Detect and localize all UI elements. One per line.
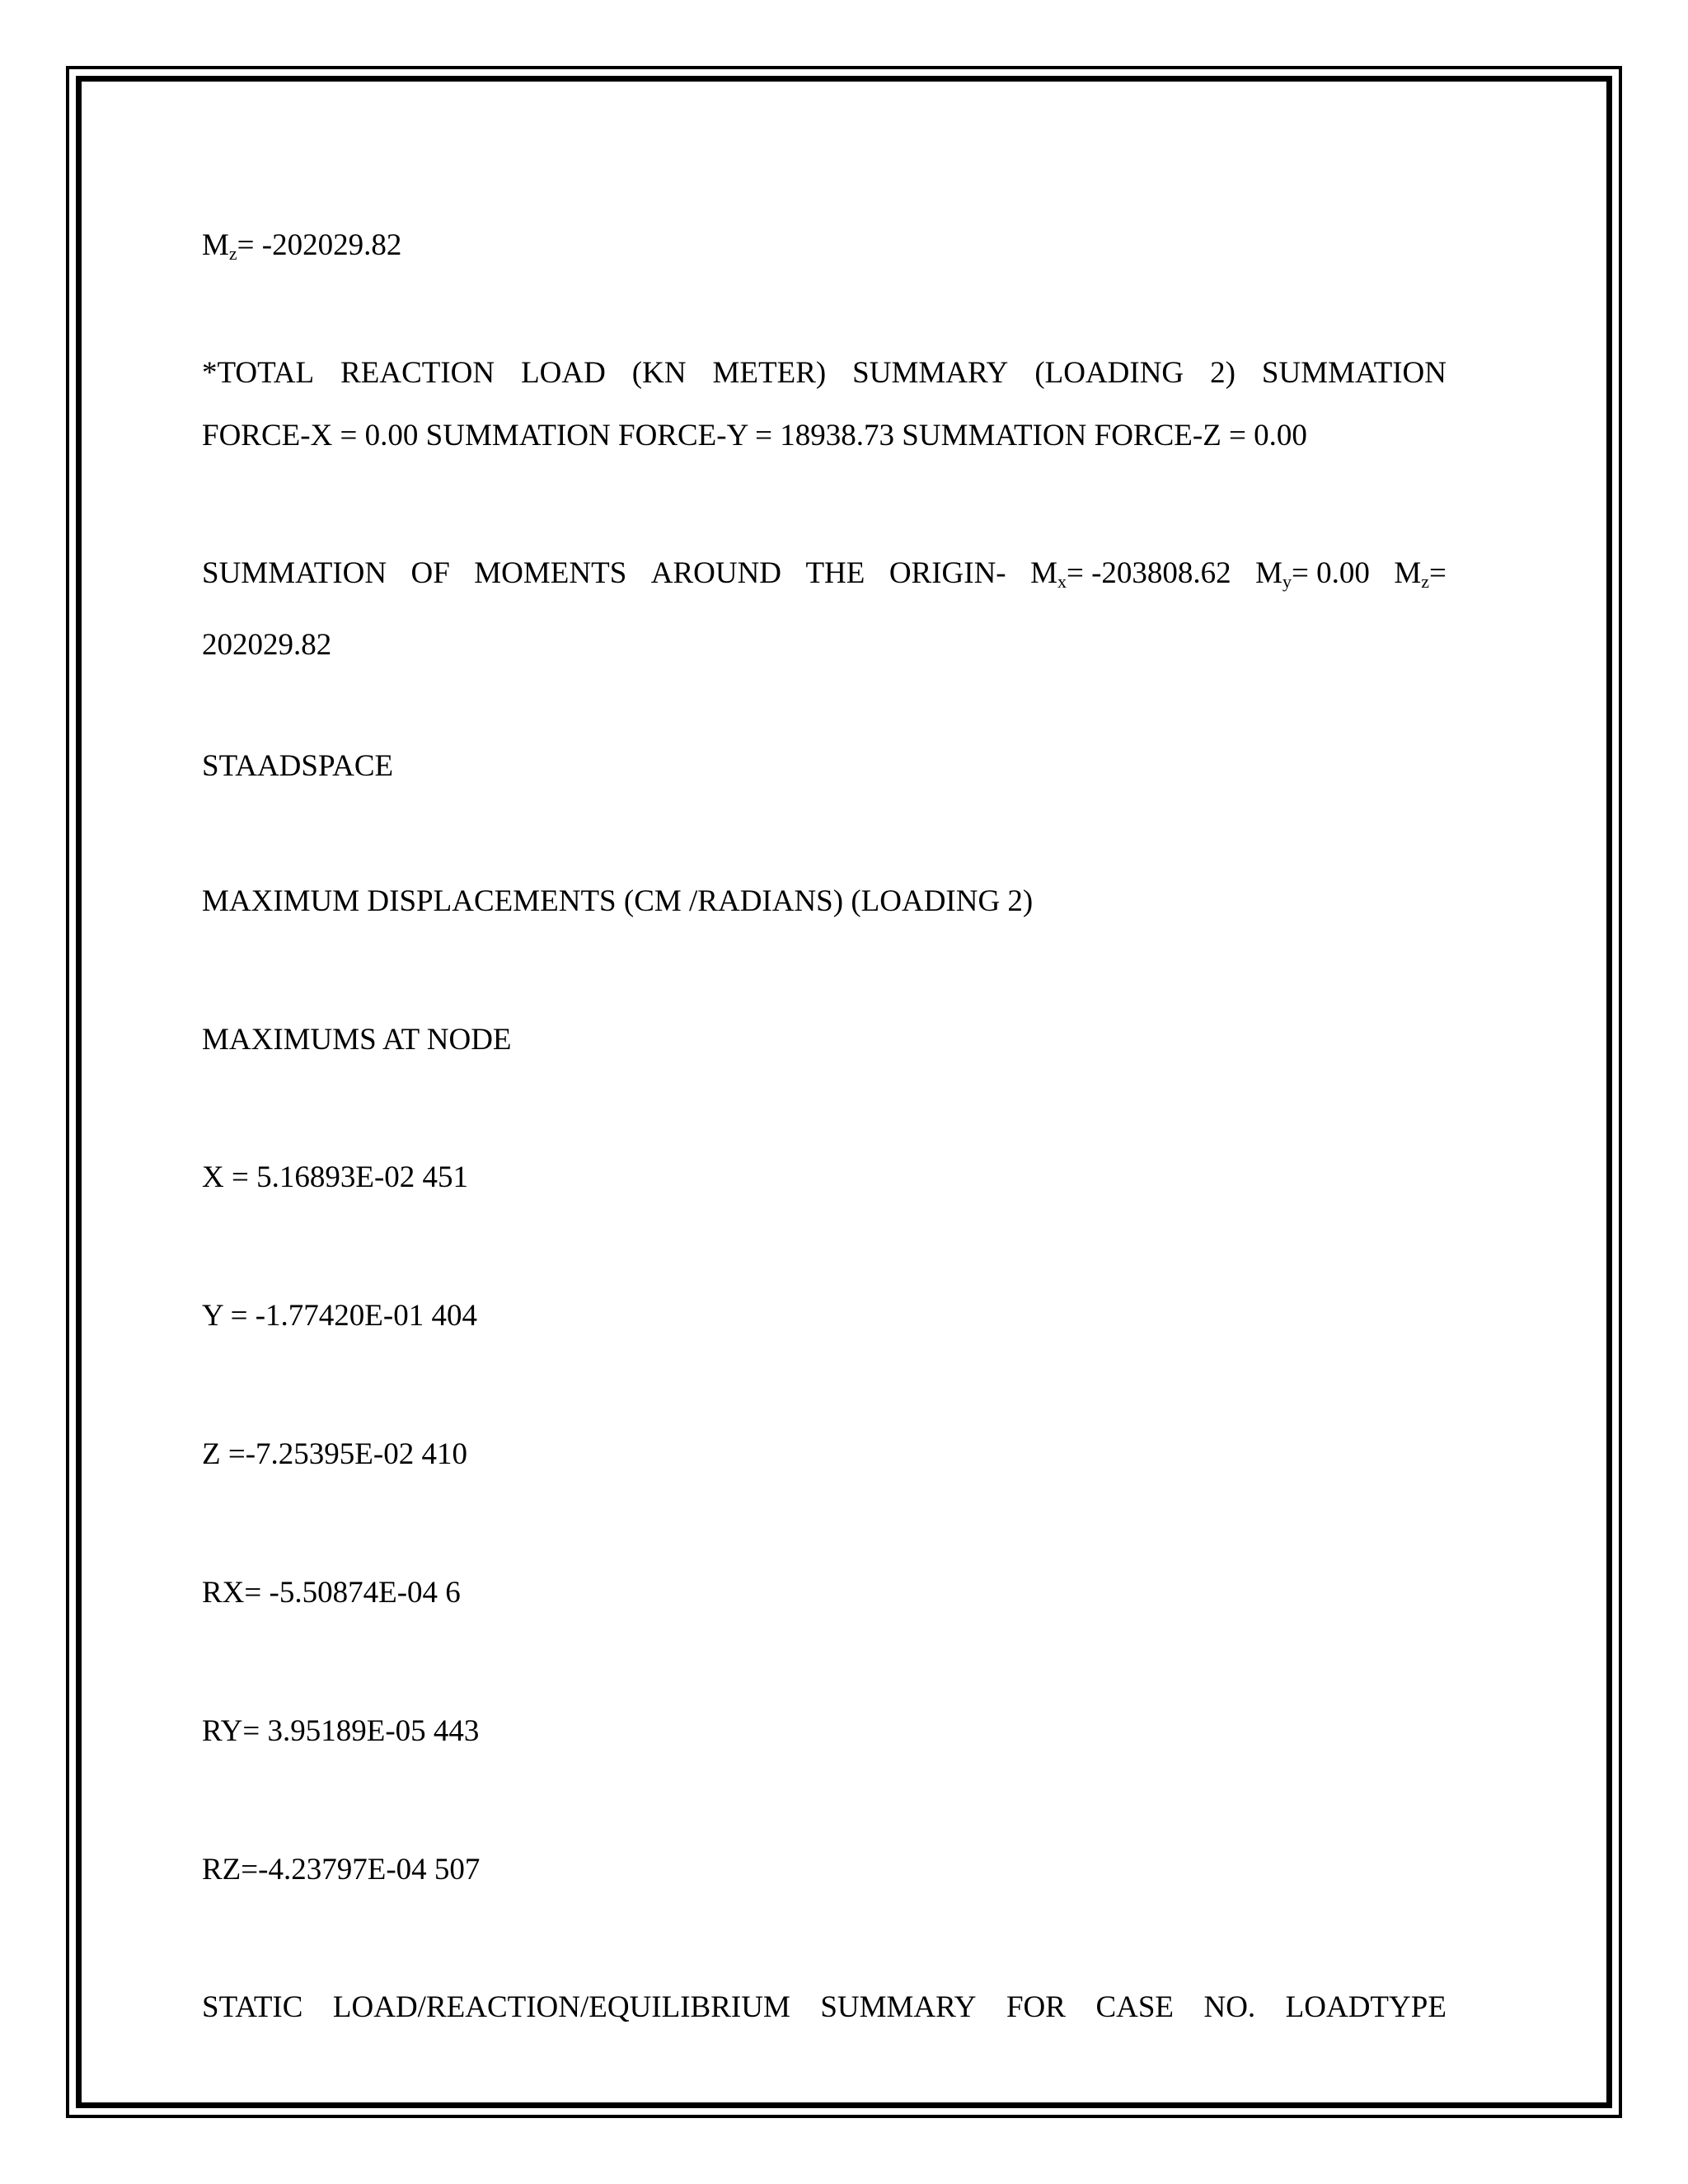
static-summary-line: STATIC LOAD/REACTION/EQUILIBRIUM SUMMARY FOR CASE NO. LOADTYPE bbox=[202, 1990, 1447, 2024]
staadspace-heading: STAADSPACE bbox=[202, 749, 394, 783]
rotation-ry: RY= 3.95189E-05 443 bbox=[202, 1714, 480, 1748]
displacement-x: X = 5.16893E-02 451 bbox=[202, 1160, 469, 1194]
rotation-rx: RX= -5.50874E-04 6 bbox=[202, 1576, 461, 1610]
rotation-rz: RZ=-4.23797E-04 507 bbox=[202, 1853, 481, 1886]
mz-line: $M_z= -202029.82$ bbox=[202, 228, 402, 264]
moments-line-2: 202029.82 bbox=[202, 628, 332, 662]
reaction-summary-line-1: *TOTAL REACTION LOAD (KN METER) SUMMARY (LOADING 2) SUMMATION bbox=[202, 356, 1447, 390]
max-displacements-heading: MAXIMUM DISPLACEMENTS (CM /RADIANS) (LOADING 2) bbox=[202, 884, 1034, 918]
moments-line-1: SUMMATION OF MOMENTS AROUND THE ORIGIN- $M_x= -203808.62$ $M_y= 0.00$ $M_z=$ bbox=[202, 556, 1447, 592]
maximums-at-node-label: MAXIMUMS AT NODE bbox=[202, 1023, 512, 1057]
displacement-z: Z =-7.25395E-02 410 bbox=[202, 1437, 467, 1471]
reaction-summary-line-2: FORCE-X = 0.00 SUMMATION FORCE-Y = 18938.73 SUMMATION FORCE-Z = 0.00 bbox=[202, 419, 1307, 452]
displacement-y: Y = -1.77420E-01 404 bbox=[202, 1299, 477, 1333]
